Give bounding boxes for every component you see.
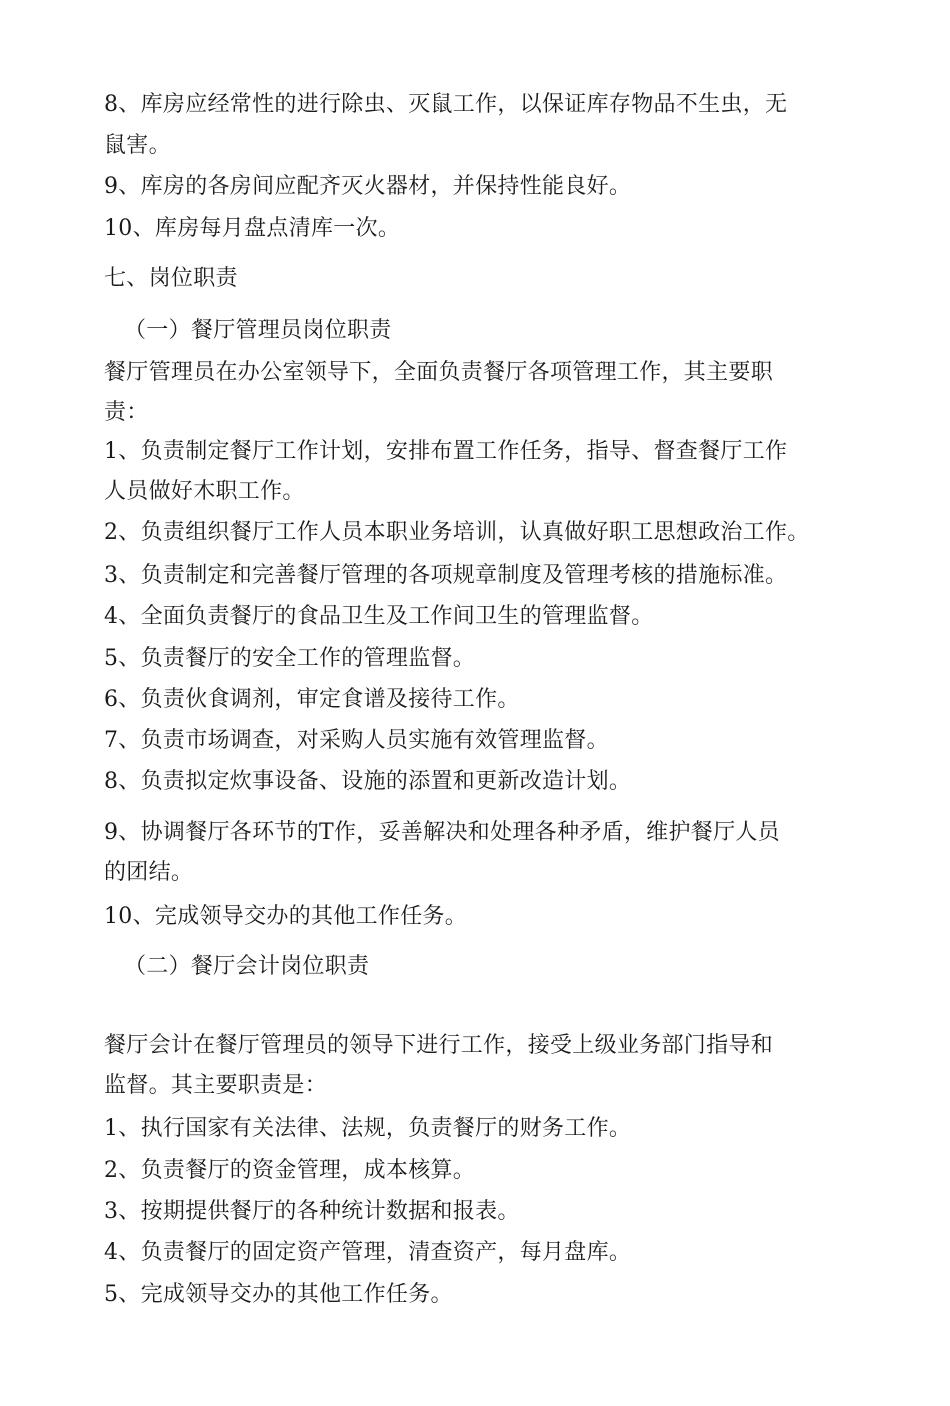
- list-item: 5、完成领导交办的其他工作任务。: [104, 1282, 453, 1307]
- text-line: 人员做好木职工作。: [104, 479, 305, 504]
- list-item: 2、负责组织餐厅工作人员本职业务培训，认真做好职工思想政治工作。: [104, 520, 810, 545]
- list-item: 9、协调餐厅各环节的T作，妥善解决和处理各种矛盾，维护餐厅人员: [104, 820, 780, 845]
- list-item: 5、负责餐厅的安全工作的管理监督。: [104, 646, 476, 671]
- list-item: 6、负责伙食调剂，审定食谱及接待工作。: [104, 687, 520, 712]
- text-line: 的团结。: [104, 860, 194, 885]
- list-item: 1、执行国家有关法律、法规，负责餐厅的财务工作。: [104, 1116, 632, 1141]
- text-line: 监督。其主要职责是：: [104, 1073, 328, 1098]
- list-item: 1、负责制定餐厅工作计划，安排布置工作任务，指导、督查餐厅工作: [104, 439, 788, 464]
- subsection-heading: （二）餐厅会计岗位职责: [124, 954, 370, 979]
- list-item: 2、负责餐厅的资金管理，成本核算。: [104, 1158, 476, 1183]
- text-line: 鼠害。: [104, 133, 171, 158]
- list-item: 4、负责餐厅的固定资产管理，清查资产，每月盘库。: [104, 1240, 632, 1265]
- text-line: 8、库房应经常性的进行除虫、灭鼠工作，以保证库存物品不生虫，无: [104, 92, 788, 117]
- list-item: 3、负责制定和完善餐厅管理的各项规章制度及管理考核的措施标准。: [104, 563, 788, 588]
- subsection-heading: （一）餐厅管理员岗位职责: [124, 318, 392, 343]
- text-line: 餐厅会计在餐厅管理员的领导下进行工作，接受上级业务部门指导和: [104, 1033, 774, 1058]
- text-line: 9、库房的各房间应配齐灭火器材，并保持性能良好。: [104, 174, 632, 199]
- text-line: 责：: [104, 400, 149, 425]
- list-item: 7、负责市场调查，对采购人员实施有效管理监督。: [104, 728, 609, 753]
- list-item: 3、按期提供餐厅的各种统计数据和报表。: [104, 1199, 520, 1224]
- list-item: 4、全面负责餐厅的食品卫生及工作间卫生的管理监督。: [104, 604, 654, 629]
- list-item: 8、负责拟定炊事设备、设施的添置和更新改造计划。: [104, 769, 632, 794]
- list-item: 10、完成领导交办的其他工作任务。: [104, 904, 468, 929]
- section-heading: 七、岗位职责: [104, 266, 238, 291]
- text-line: 10、库房每月盘点清库一次。: [104, 216, 401, 241]
- text-line: 餐厅管理员在办公室领导下，全面负责餐厅各项管理工作，其主要职: [104, 360, 774, 385]
